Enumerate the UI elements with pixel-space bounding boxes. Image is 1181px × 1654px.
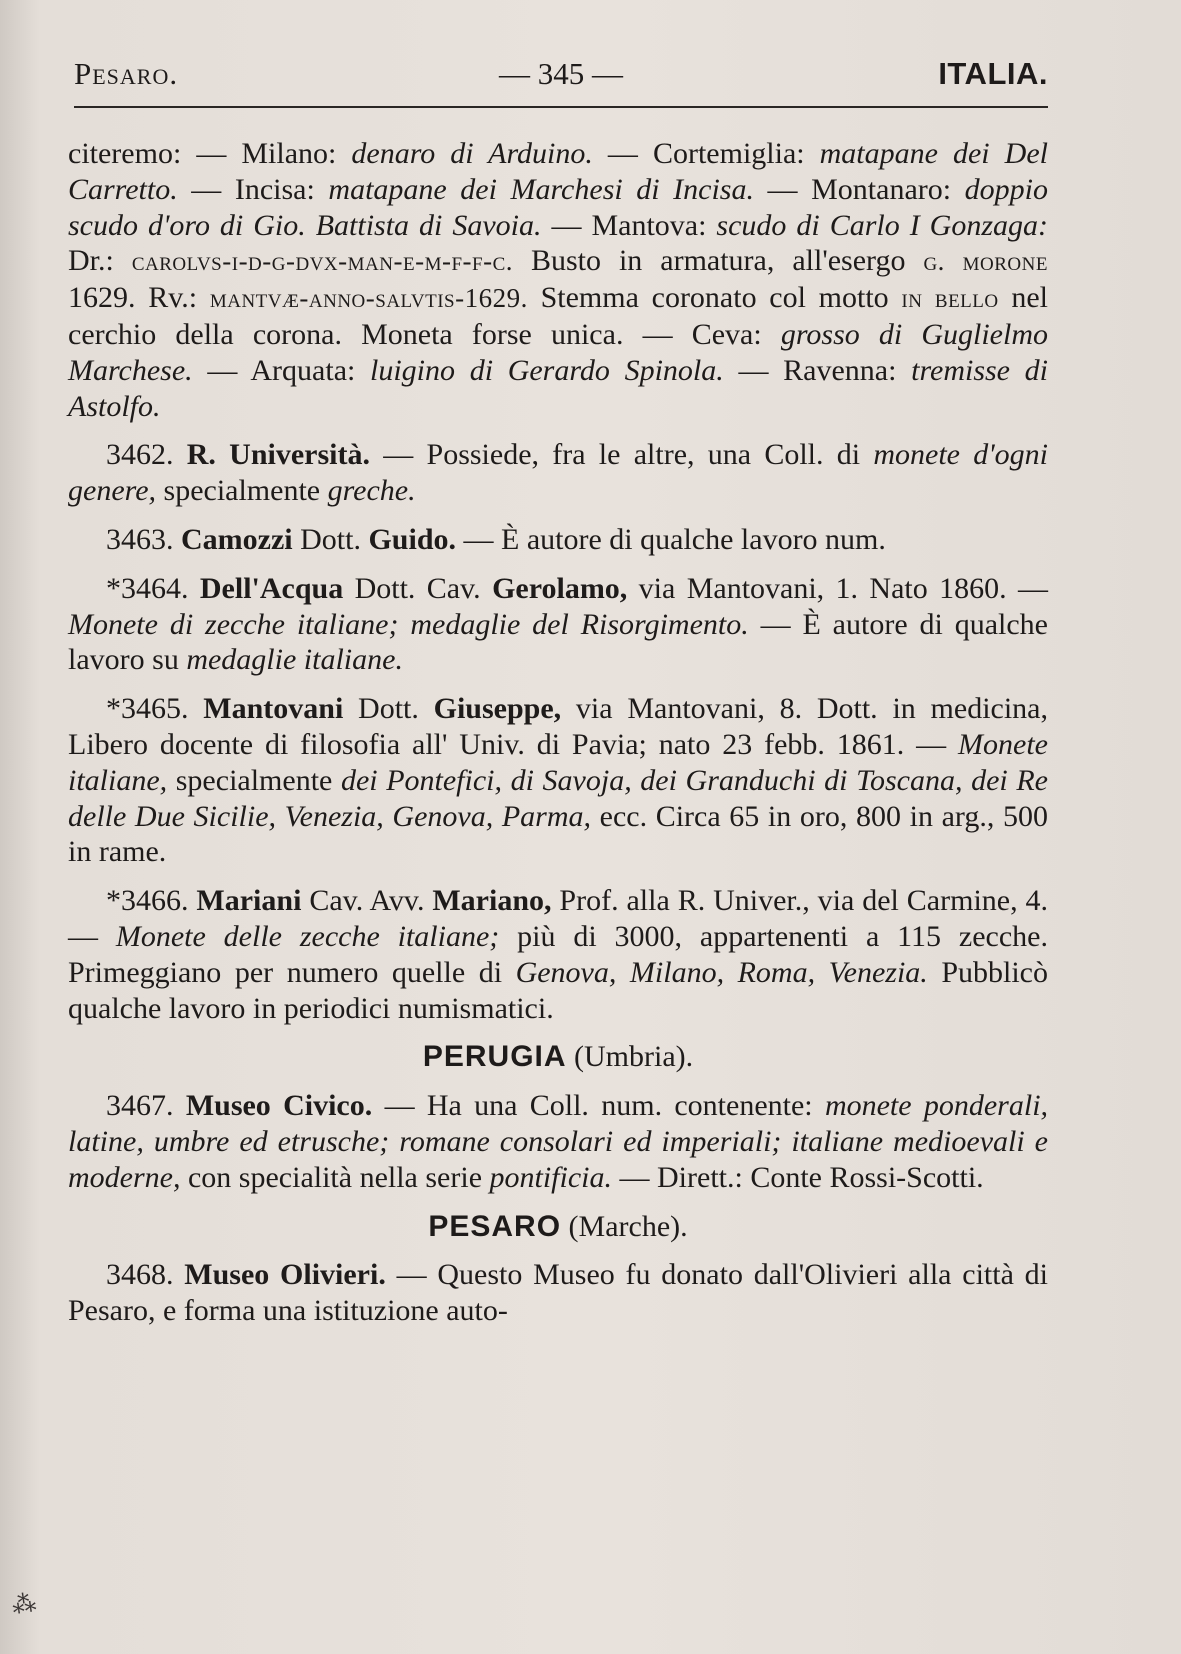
running-header [74, 52, 1048, 102]
page-corner-mark: ⁂ [10, 1588, 38, 1620]
entry-3465: *3465. Mantovani Dott. Giuseppe, via Mantovani, 8. Dott. in medicina, Libero docente di filosofia all' Univ. di Pavia; nato 23 febb. 1861. — Monete italiane, specialmente dei Pontefici, di Savoja, dei Granduchi di Toscana, dei Re delle Due Sicilie, Venezia, Genova, Parma, ecc. Circa 65 in oro, 800 in arg., 500 in rame. [68, 692, 1048, 869]
page-number: — 345 — [499, 56, 623, 91]
entry-3467: 3467. Museo Civico. — Ha una Coll. num. contenente: monete ponderali, latine, umbre ed etrusche; romane consolari ed imperiali; italiane medioevali e moderne, con specialità nella serie pontificia. — Dirett.: Conte Rossi-Scotti. [68, 1089, 1049, 1194]
city-heading-perugia: PERUGIA (Umbria). [422, 1040, 694, 1074]
entry-3466: *3466. Mariani Cav. Avv. Mariano, Prof. alla R. Univer., via del Carmine, 4. — Monete delle zecche italiane; più di 3000, appartenenti a 115 zecche. Primeggiano per numero quelle di Genova, Milano, Roma, Venezia. Pubblicò qualche lavoro in periodici numismatici. [68, 884, 1049, 1025]
header-country: ITALIA. [938, 56, 1048, 91]
city-heading-pesaro: PESARO (Marche). [428, 1209, 688, 1243]
header-rule [74, 106, 1048, 108]
entry-3462: 3462. R. Università. — Possiede, fra le altre, una Coll. di monete d'ogni genere, specialmente greche. [68, 438, 1048, 508]
entry-3464: *3464. Dell'Acqua Dott. Cav. Gerolamo, via Mantovani, 1. Nato 1860. — Monete di zecche italiane; medaglie del Risorgimento. — È autore di qualche lavoro su medaglie italiane. [68, 571, 1048, 677]
entry-3468: 3468. Museo Olivieri. — Questo Museo fu donato dall'Olivieri alla città di Pesaro, e forma una istituzione auto- [68, 1258, 1048, 1328]
header-city: Pesaro. [74, 56, 179, 91]
page-body [68, 136, 1048, 1342]
continuation-paragraph: citeremo: — Milano: denaro di Arduino. — Cortemiglia: matapane dei Del Carretto. — Incisa: matapane dei Marchesi di Incisa. — Montanaro: doppio scudo d'oro di Gio. Battista di Savoia. — Mantova: scudo di Carlo I Gonzaga: Dr.: carolvs-i-d-g-dvx-man-e-m-f-f-c. Busto in armatura, all'esergo g. morone 1629. Rv.: mantvæ-anno-salvtis-1629. Stemma coronato col motto in bello nel cerchio della corona. Moneta forse unica. — Ceva: grosso di Guglielmo Marchese. — Arquata: luigino di Gerardo Spinola. — Ravenna: tremisse di Astolfo. [68, 137, 1048, 423]
entry-3463: 3463. Camozzi Dott. Guido. — È autore di qualche lavoro num. [106, 522, 886, 556]
